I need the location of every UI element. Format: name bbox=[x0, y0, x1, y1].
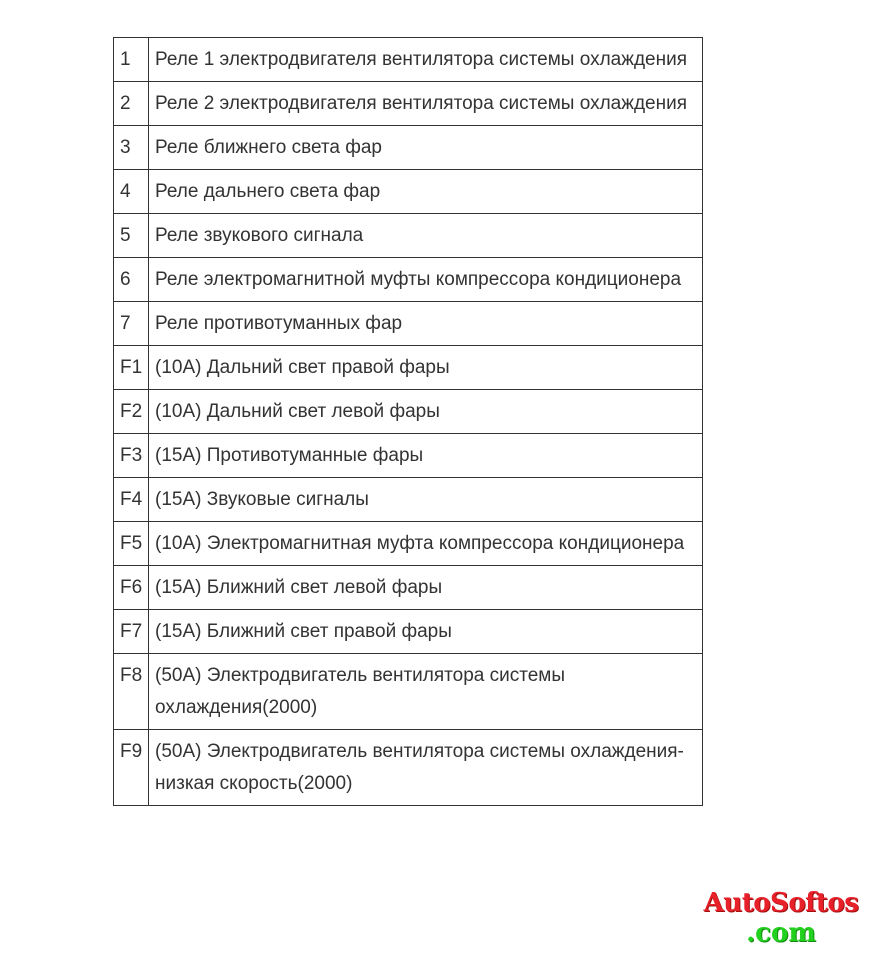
table-row bbox=[114, 38, 703, 82]
row-description: (10А) Дальний свет правой фары bbox=[149, 346, 703, 390]
table-row bbox=[114, 730, 703, 806]
row-description: (15А) Противотуманные фары bbox=[149, 434, 703, 478]
row-description: (15А) Ближний свет правой фары bbox=[149, 610, 703, 654]
table-row bbox=[114, 302, 703, 346]
row-description: (10А) Электромагнитная муфта компрессора кондиционера bbox=[149, 522, 703, 566]
watermark-logo bbox=[686, 888, 876, 948]
table-row bbox=[114, 258, 703, 302]
row-description: (50А) Электродвигатель вентилятора системы охлаждения- низкая скорость(2000) bbox=[149, 730, 703, 806]
fuse-relay-table-body bbox=[114, 38, 703, 806]
row-number: 7 bbox=[114, 302, 149, 346]
row-description: (15А) Звуковые сигналы bbox=[149, 478, 703, 522]
fuse-relay-table bbox=[113, 37, 703, 806]
table-row bbox=[114, 390, 703, 434]
row-description: (50А) Электродвигатель вентилятора системы охлаждения(2000) bbox=[149, 654, 703, 730]
row-number: 5 bbox=[114, 214, 149, 258]
table-row bbox=[114, 478, 703, 522]
table-row bbox=[114, 126, 703, 170]
row-number: F2 bbox=[114, 390, 149, 434]
table-row bbox=[114, 566, 703, 610]
row-number: 2 bbox=[114, 82, 149, 126]
row-description: (15А) Ближний свет левой фары bbox=[149, 566, 703, 610]
row-description: (10А) Дальний свет левой фары bbox=[149, 390, 703, 434]
row-number: F4 bbox=[114, 478, 149, 522]
table-row bbox=[114, 610, 703, 654]
table-row bbox=[114, 346, 703, 390]
row-number: 1 bbox=[114, 38, 149, 82]
table-row bbox=[114, 434, 703, 478]
table-row bbox=[114, 170, 703, 214]
watermark-brand: AutoSoftos bbox=[703, 888, 859, 918]
table-row bbox=[114, 522, 703, 566]
row-description: Реле звукового сигнала bbox=[149, 214, 703, 258]
row-description: Реле 1 электродвигателя вентилятора системы охлаждения bbox=[149, 38, 703, 82]
table-row bbox=[114, 654, 703, 730]
row-number: 4 bbox=[114, 170, 149, 214]
table-row bbox=[114, 82, 703, 126]
row-description: Реле ближнего света фар bbox=[149, 126, 703, 170]
row-description: Реле электромагнитной муфты компрессора кондиционера bbox=[149, 258, 703, 302]
row-number: F5 bbox=[114, 522, 149, 566]
row-description: Реле противотуманных фар bbox=[149, 302, 703, 346]
row-description: Реле 2 электродвигателя вентилятора системы охлаждения bbox=[149, 82, 703, 126]
row-number: F8 bbox=[114, 654, 149, 730]
row-number: F1 bbox=[114, 346, 149, 390]
row-description: Реле дальнего света фар bbox=[149, 170, 703, 214]
row-number: 6 bbox=[114, 258, 149, 302]
table-row bbox=[114, 214, 703, 258]
row-number: 3 bbox=[114, 126, 149, 170]
row-number: F7 bbox=[114, 610, 149, 654]
row-number: F9 bbox=[114, 730, 149, 806]
row-number: F3 bbox=[114, 434, 149, 478]
row-number: F6 bbox=[114, 566, 149, 610]
watermark-domain: .com bbox=[746, 918, 816, 948]
